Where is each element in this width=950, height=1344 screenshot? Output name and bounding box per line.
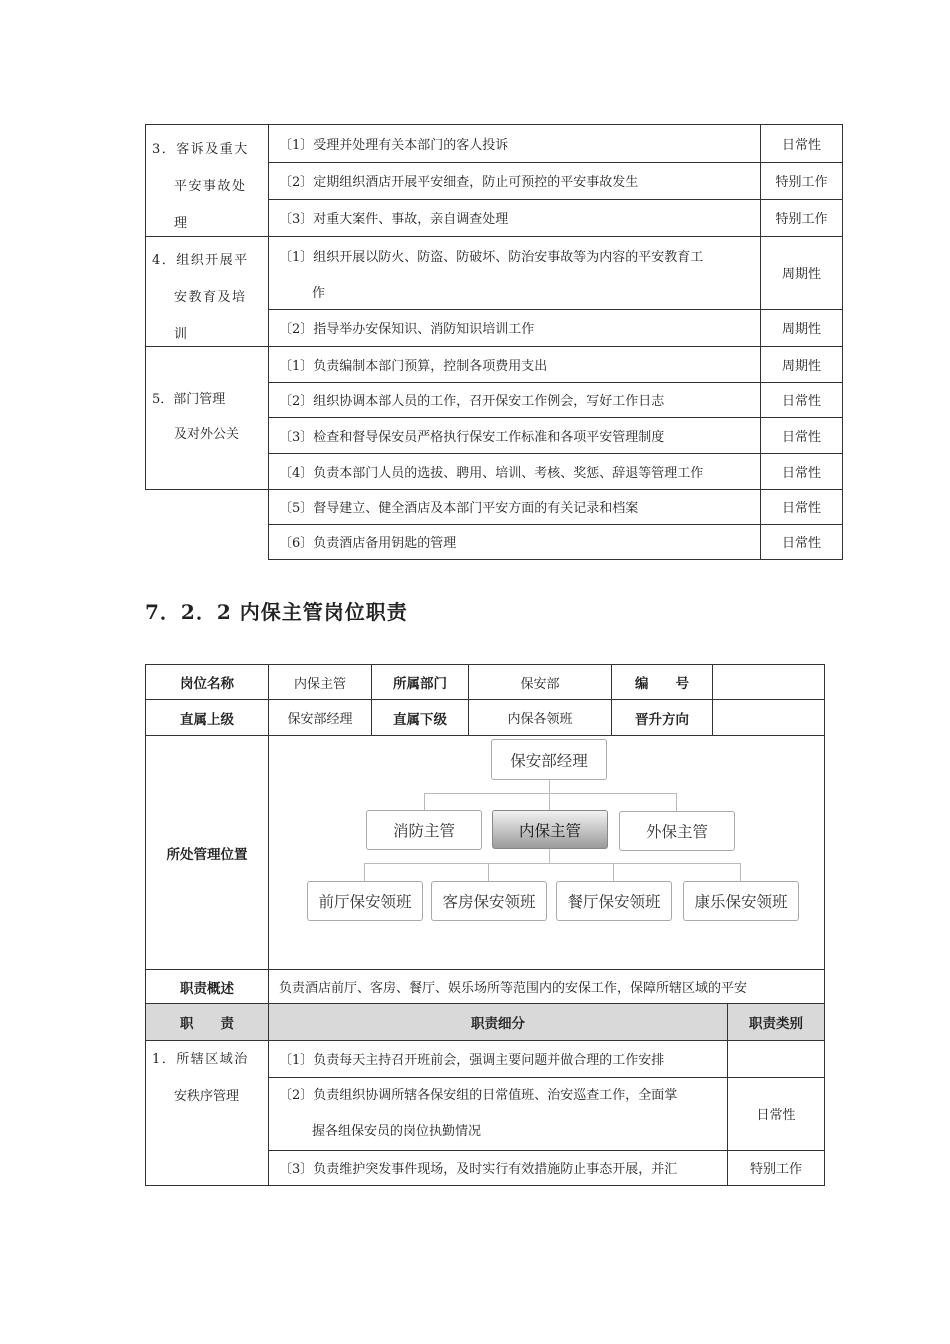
duty-detail: 〔4〕负责本部门人员的选拔、聘用、培训、考核、奖惩、辞退等管理工作 <box>279 465 704 481</box>
duty-type: 周期性 <box>781 322 821 337</box>
duty-type: 日常性 <box>781 536 821 551</box>
summary-value: 负责酒店前厅、客房、餐厅、娱乐场所等范围内的安保工作，保障所辖区域的平安 <box>279 981 748 996</box>
number-value <box>713 665 824 699</box>
duty-detail: 〔1〕负责编制本部门预算，控制各项费用支出 <box>279 358 548 374</box>
duty-type: 特别工作 <box>775 175 828 190</box>
org-node-external-security-supervisor: 外保主管 <box>619 811 735 851</box>
duty-detail: 〔2〕负责组织协调所辖各保安组的日常值班、治安巡查工作，全面掌 握各组保安员的岗位执勤情况 <box>279 1088 678 1139</box>
department-value: 保安部 <box>520 676 560 692</box>
duty-detail: 〔1〕负责每天主持召开班前会，强调主要问题并做合理的工作安排 <box>279 1053 665 1068</box>
duty-detail: 〔5〕督导建立、健全酒店及本部门平安方面的有关记录和档案 <box>279 501 639 516</box>
org-node-lobby-leader: 前厅保安领班 <box>307 881 423 921</box>
duty-type: 日常性 <box>756 1108 796 1123</box>
duty-type: 日常性 <box>781 465 821 481</box>
duty-detail: 〔1〕受理并处理有关本部门的客人投诉 <box>279 137 509 153</box>
duty-detail: 〔6〕负责酒店备用钥匙的管理 <box>279 536 457 551</box>
duty-group-label: 5．部门管理 及对外公关 <box>152 392 240 442</box>
org-node-security-manager: 保安部经理 <box>491 739 607 780</box>
number-label: 编 号 <box>635 676 689 692</box>
duty-group-label: 1．所辖区域治 安秩序管理 <box>152 1052 249 1104</box>
org-position-label: 所处管理位置 <box>166 846 248 863</box>
header-duty: 职 责 <box>180 1016 234 1032</box>
duty-detail: 〔1〕组织开展以防火、防盗、防破坏、防治安事故等为内容的平安教育工 作 <box>279 250 704 301</box>
duty-detail: 〔2〕定期组织酒店开展平安细查，防止可预控的平安事故发生 <box>279 175 639 190</box>
superior-label: 直属上级 <box>180 711 234 728</box>
duty-type: 日常性 <box>781 137 821 153</box>
duty-detail: 〔2〕指导举办安保知识、消防知识培训工作 <box>279 322 535 337</box>
section-heading: 7．2．2 内保主管岗位职责 <box>145 600 408 624</box>
duty-type: 特别工作 <box>775 212 828 227</box>
promotion-value <box>713 700 824 735</box>
duty-detail: 〔2〕组织协调本部人员的工作，召开保安工作例会，写好工作日志 <box>279 394 665 409</box>
duty-type: 日常性 <box>781 501 821 516</box>
duty-type <box>728 1040 824 1077</box>
duty-type: 特别工作 <box>749 1162 802 1177</box>
promotion-label: 晋升方向 <box>635 711 689 728</box>
header-detail: 职责细分 <box>471 1016 525 1032</box>
duty-detail: 〔3〕对重大案件、事故，亲自调查处理 <box>279 212 509 227</box>
subordinate-label: 直属下级 <box>393 711 447 728</box>
duty-type: 日常性 <box>781 429 821 445</box>
duty-detail: 〔3〕检查和督导保安员严格执行保安工作标准和各项平安管理制度 <box>279 429 665 445</box>
header-type: 职责类别 <box>749 1016 803 1032</box>
duty-detail: 〔3〕负责维护突发事件现场，及时实行有效措施防止事态开展，并汇 <box>279 1162 678 1177</box>
duty-group-label: 4．组织开展平 安教育及培 训 <box>152 253 249 342</box>
org-node-recreation-leader: 康乐保安领班 <box>683 881 799 921</box>
org-node-restaurant-leader: 餐厅保安领班 <box>556 881 672 921</box>
department-label: 所属部门 <box>393 676 447 692</box>
org-node-internal-security-supervisor: 内保主管 <box>492 810 608 849</box>
subordinate-value: 内保各领班 <box>507 712 573 727</box>
duty-group-label: 3．客诉及重大 平安事故处 理 <box>152 142 249 231</box>
superior-value: 保安部经理 <box>287 712 353 727</box>
position-name-value: 内保主管 <box>293 676 346 692</box>
duty-type: 周期性 <box>781 358 821 374</box>
duty-type: 日常性 <box>781 394 821 409</box>
org-node-fire-supervisor: 消防主管 <box>366 810 482 850</box>
duty-type: 周期性 <box>781 267 821 282</box>
org-node-rooms-leader: 客房保安领班 <box>431 881 547 921</box>
position-name-label: 岗位名称 <box>180 676 234 692</box>
summary-label: 职责概述 <box>180 980 234 997</box>
